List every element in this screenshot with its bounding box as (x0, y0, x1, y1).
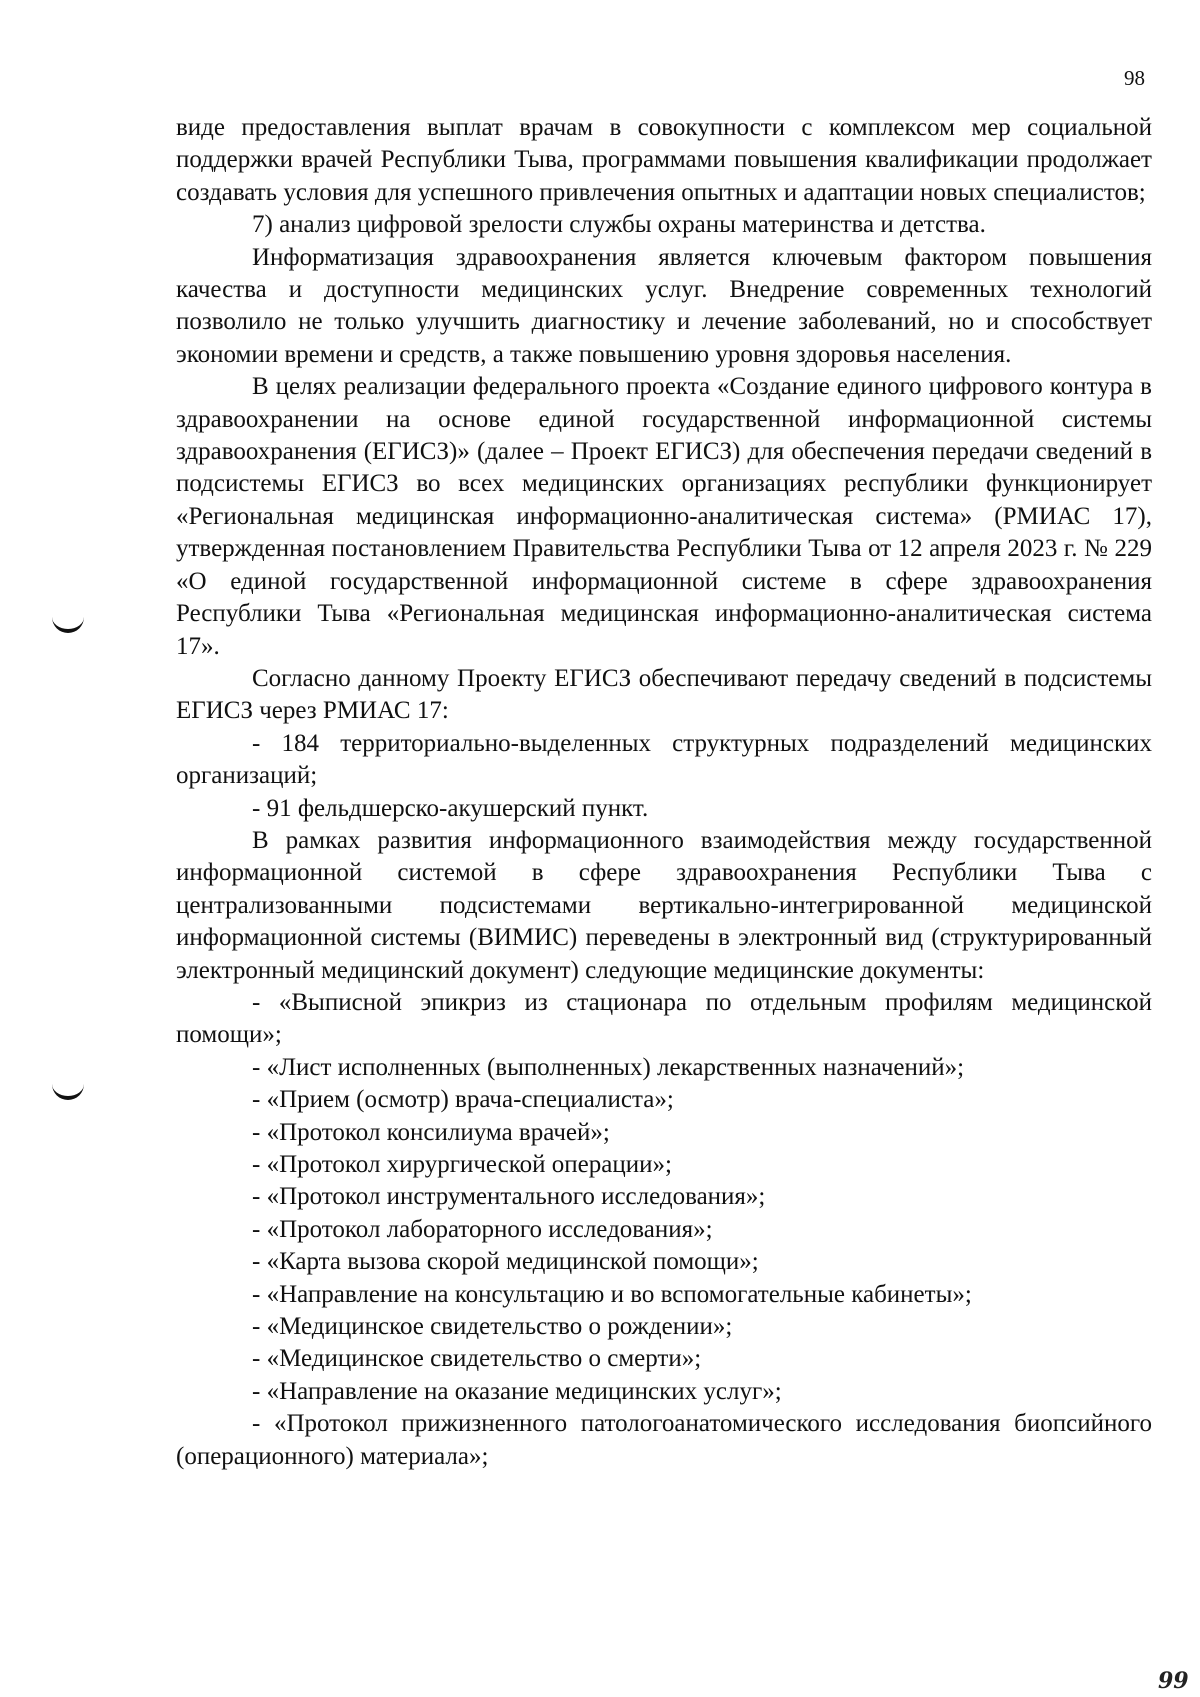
list-item-fap: - 91 фельдшерско-акушерский пункт. (252, 794, 649, 822)
binding-hole-mark (52, 1084, 84, 1100)
handwritten-page-mark: 99 (1158, 1668, 1189, 1694)
list-item-document: - «Направление на консультацию и во вспомогательные кабинеты»; (252, 1280, 972, 1308)
list-item-digital-maturity: 7) анализ цифровой зрелости службы охраны материнства и детства. (252, 211, 986, 239)
list-item-document: - «Медицинское свидетельство о смерти»; (252, 1345, 702, 1373)
document-body (176, 112, 1152, 1473)
list-item-document: - «Направление на оказание медицинских услуг»; (252, 1377, 782, 1405)
list-item-document: - «Карта вызова скорой медицинской помощи»; (252, 1248, 759, 1276)
list-item-document: - «Протокол прижизненного патологоанатомического исследования биопсийного (операционного) материала»; (176, 1410, 1152, 1470)
list-item-document: - «Протокол лабораторного исследования»; (252, 1215, 713, 1243)
page-number: 98 (1124, 66, 1145, 90)
paragraph-egisz-transfer: Согласно данному Проекту ЕГИСЗ обеспечивают передачу сведений в подсистемы ЕГИСЗ через РМИАС 17: (176, 664, 1152, 725)
binding-hole-mark (52, 617, 84, 633)
list-item-subdivisions: - 184 территориально-выделенных структурных подразделений медицинских организаций; (176, 729, 1152, 790)
list-item-document: - «Медицинское свидетельство о рождении»; (252, 1313, 733, 1341)
paragraph-continuation: виде предоставления выплат врачам в совокупности с комплексом мер социальной поддержки врачей Республики Тыва, программами повышения квалификации продолжает создавать условия для успешного привлечения опытных и адаптации новых специалистов; (176, 114, 1152, 206)
paragraph-informatization: Информатизация здравоохранения является ключевым фактором повышения качества и доступности медицинских услуг. Внедрение современных технологий позволило не только улучшить диагностику и лечение заболеваний, но и способствует экономии времени и средств, а также повышению уровня здоровья населения. (176, 243, 1152, 368)
list-item-document: - «Прием (осмотр) врача-специалиста»; (252, 1086, 674, 1114)
list-item-document: - «Выписной эпикриз из стационара по отдельным профилям медицинской помощи»; (176, 988, 1152, 1049)
list-item-document: - «Протокол консилиума врачей»; (252, 1118, 610, 1146)
list-item-document: - «Протокол инструментального исследования»; (252, 1183, 766, 1211)
paragraph-egisz-project: В целях реализации федерального проекта «Создание единого цифрового контура в здравоохранении на основе единой государственной информационной системы здравоохранения (ЕГИСЗ)» (далее – Проект ЕГИСЗ) для обеспечения передачи сведений в подсистемы ЕГИСЗ во всех медицинских организациях республики функционирует «Региональная медицинская информационно-аналитическая система» (РМИАС 17), утвержденная постановлением Правительства Республики Тыва от 12 апреля 2023 г. № 229 «О единой государственной информационной системе в сфере здравоохранения Республики Тыва «Региональная медицинская информационно-аналитическая система 17». (176, 373, 1152, 660)
list-item-document: - «Лист исполненных (выполненных) лекарственных назначений»; (252, 1053, 965, 1081)
paragraph-vimis: В рамках развития информационного взаимодействия между государственной информационной системой в сфере здравоохранения Республики Тыва с централизованными подсистемами вертикально-интегрированной медицинской информационной системы (ВИМИС) переведены в электронный вид (структурированный электронный медицинский документ) следующие медицинские документы: (176, 826, 1152, 984)
list-item-document: - «Протокол хирургической операции»; (252, 1151, 672, 1178)
